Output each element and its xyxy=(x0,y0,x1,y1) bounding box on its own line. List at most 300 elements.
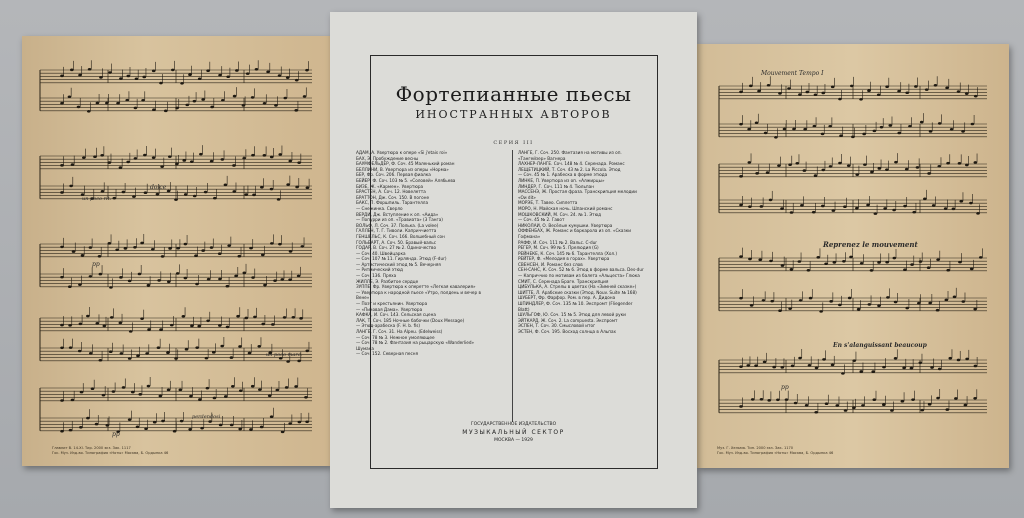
music-note xyxy=(89,246,93,249)
catalog-entry: — Снежинка. Сверло xyxy=(356,205,403,211)
catalog-entry: НИКОЛАИ, О. Весёлые кумушки. Увертюра xyxy=(518,222,613,228)
catalog-entry: ЛАНГЕ, Г. Соч. 31. На Alpeu. (Edelweiss) xyxy=(356,329,443,334)
music-note xyxy=(205,357,209,360)
music-note xyxy=(871,370,875,373)
music-note xyxy=(129,330,133,333)
music-note xyxy=(281,278,285,281)
music-note xyxy=(877,93,881,96)
music-note xyxy=(905,168,909,171)
footer-line: Гос. Муз. Изд-во. Типография «Ноты» Москва, Б. Ордынка 46 xyxy=(717,450,834,455)
music-note xyxy=(754,364,758,367)
music-note xyxy=(849,256,853,259)
music-note xyxy=(777,164,781,167)
music-note xyxy=(238,255,242,258)
catalog-entry: ГАЛЛЕН, Т. Г. Тиволи. Каприччиетта xyxy=(356,228,437,234)
music-note xyxy=(877,304,881,307)
music-note xyxy=(776,399,780,402)
music-note xyxy=(226,75,230,78)
catalog-entry: — Соч. 45 № 2. Гавот xyxy=(518,217,565,223)
music-note xyxy=(882,366,886,369)
music-note xyxy=(239,389,243,392)
music-note xyxy=(273,279,277,282)
catalog-entry: — «Пиковая Дама». Увертюра xyxy=(356,306,423,312)
music-note xyxy=(244,193,248,196)
music-note xyxy=(848,297,852,300)
music-note xyxy=(116,102,120,105)
music-note xyxy=(839,134,843,137)
music-note xyxy=(792,128,796,131)
music-note xyxy=(198,77,202,80)
music-note xyxy=(238,345,242,348)
music-note xyxy=(96,102,100,105)
music-note xyxy=(207,278,211,281)
music-note xyxy=(182,315,186,318)
music-note xyxy=(283,316,287,319)
music-note xyxy=(873,130,877,133)
music-note xyxy=(862,133,866,136)
music-note xyxy=(185,104,189,107)
music-note xyxy=(119,322,123,325)
music-note xyxy=(803,128,807,131)
catalog-entry: ГОЛЬБАРТ, А. Соч. 50. Бравый-вальс xyxy=(356,239,437,245)
music-note xyxy=(838,162,842,165)
music-note xyxy=(778,309,782,312)
music-note xyxy=(798,260,802,263)
music-note xyxy=(961,130,965,133)
music-note xyxy=(68,285,72,288)
catalog-entry: РЕЙТЕР, Ф. «Мелодия в горах». Увертюра xyxy=(518,256,610,262)
music-note xyxy=(294,385,298,388)
catalog-entry: ОФФЕНБАХ, Ж. Романс и баркарола из оп. «Сказки Гофмана» xyxy=(518,228,631,239)
music-note xyxy=(190,325,194,328)
music-note xyxy=(176,247,180,250)
music-note xyxy=(78,283,82,286)
music-note xyxy=(751,398,755,401)
music-note xyxy=(965,92,969,95)
catalog-entry: — Соч. 107 № 11. Гирлянда. Этюд (F-dur) xyxy=(356,256,447,262)
music-note xyxy=(198,398,202,401)
music-note xyxy=(60,75,64,78)
music-note xyxy=(855,173,859,176)
music-note xyxy=(964,404,968,407)
music-note xyxy=(749,85,753,88)
publisher-name: ГОСУДАРСТВЕННОЕ ИЗДАТЕЛЬСТВО xyxy=(470,422,557,427)
music-note xyxy=(930,366,934,369)
music-note xyxy=(218,278,222,281)
catalog-entry: КАФКА, И. Соч. 143. Сельская сцена xyxy=(356,312,436,318)
music-note xyxy=(270,242,274,245)
music-note xyxy=(894,357,898,360)
music-note xyxy=(902,367,906,370)
music-note xyxy=(260,426,264,429)
music-note xyxy=(769,199,773,202)
music-note xyxy=(882,403,886,406)
catalog-entry: ШУБЕРТ, Фр. Фарфор. Ром. в пер. А. Дидона xyxy=(518,295,616,301)
music-note xyxy=(772,366,776,369)
music-note xyxy=(195,346,199,349)
music-note xyxy=(278,243,282,246)
music-note xyxy=(748,205,752,208)
music-note xyxy=(233,95,237,98)
music-note xyxy=(210,246,214,249)
music-note xyxy=(974,161,978,164)
music-note xyxy=(199,153,203,156)
music-note xyxy=(304,396,308,399)
music-note xyxy=(814,93,818,96)
catalog-entry: — Каприччио по мотивам из балета «Альцеста» Глюка xyxy=(518,273,640,279)
music-note xyxy=(78,350,82,353)
music-note xyxy=(286,360,290,363)
catalog-entry: БАУМФЕЛЬДЕР, Ф. Соч. 45 Маленький роман xyxy=(356,161,455,167)
music-note xyxy=(739,175,743,178)
music-note xyxy=(206,387,210,390)
music-note xyxy=(234,275,238,278)
catalog-entry: БАХ, Э. Пробуждение весны xyxy=(356,155,419,161)
music-note xyxy=(193,195,197,198)
music-note xyxy=(60,430,64,433)
footer-line: Муз. Г. Хельма. Тип. 2000 экз. Зак. 1170 xyxy=(717,446,794,450)
music-note xyxy=(101,190,105,193)
music-note xyxy=(795,162,799,165)
music-note xyxy=(180,420,184,423)
music-note xyxy=(780,207,784,210)
music-note xyxy=(119,166,123,169)
music-note xyxy=(218,74,222,77)
music-note xyxy=(809,297,813,300)
music-note xyxy=(60,102,64,105)
music-note xyxy=(286,76,290,79)
music-note xyxy=(251,385,255,388)
page-subtitle: ИНОСТРАННЫХ АВТОРОВ xyxy=(415,108,612,121)
music-note xyxy=(70,69,74,72)
music-note xyxy=(252,194,256,197)
music-note xyxy=(842,260,846,263)
music-note xyxy=(136,425,140,428)
music-note xyxy=(182,159,186,162)
music-note xyxy=(68,95,72,98)
music-note xyxy=(136,355,140,358)
music-note xyxy=(957,359,961,362)
music-note xyxy=(206,69,210,72)
music-note xyxy=(132,195,136,198)
catalog-entry: — Увертюра к народной пьесе «Утро, полдень и вечер в Вене» xyxy=(356,289,481,301)
page-footer xyxy=(52,446,168,455)
music-note xyxy=(260,186,264,189)
music-note xyxy=(231,385,235,388)
music-note xyxy=(805,91,809,94)
music-note xyxy=(780,366,784,369)
music-note xyxy=(251,154,255,157)
music-note xyxy=(190,160,194,163)
music-note xyxy=(60,276,64,279)
music-note xyxy=(932,204,936,207)
music-note xyxy=(221,99,225,102)
music-note xyxy=(60,191,64,194)
music-note xyxy=(60,324,64,327)
music-note xyxy=(934,84,938,87)
music-note xyxy=(175,163,179,166)
music-note xyxy=(128,418,132,421)
music-note xyxy=(69,185,73,188)
music-note xyxy=(965,358,969,361)
music-note xyxy=(901,400,905,403)
catalog-entry: МОРЭЕ, Т. Тавео. Сиплетта xyxy=(518,200,578,206)
music-note xyxy=(188,428,192,431)
music-note xyxy=(739,123,743,126)
music-note xyxy=(128,280,132,283)
catalog-entry: МОРО, Н. Майская ночь. Шпанский романс xyxy=(518,205,613,211)
catalog-entry: БЕЛЛИНИ, В. Увертюра из оперы «Норма» xyxy=(356,166,449,172)
music-note xyxy=(268,394,272,397)
music-note xyxy=(866,204,870,207)
catalog-entry: — Попурри из оп. «Травиата» (3 Танга) xyxy=(356,217,443,223)
music-note xyxy=(206,319,210,322)
music-note xyxy=(152,156,156,159)
music-note xyxy=(218,252,222,255)
music-note xyxy=(821,205,825,208)
music-note xyxy=(297,275,301,278)
music-note xyxy=(87,110,91,113)
music-note xyxy=(257,345,261,348)
dynamic-marking: pp xyxy=(112,431,120,438)
catalog-entry: ВЕРДИ, Дж. Вступление к оп. «Аида» xyxy=(356,211,439,217)
music-note xyxy=(794,402,798,405)
catalog-column-right xyxy=(518,150,644,335)
column-divider xyxy=(512,150,513,422)
tempo-marking: un poco rit. xyxy=(82,196,112,202)
music-note xyxy=(295,186,299,189)
music-note xyxy=(120,352,124,355)
music-note xyxy=(297,360,301,363)
music-note xyxy=(166,351,170,354)
music-note xyxy=(929,130,933,133)
music-note xyxy=(153,421,157,424)
music-note xyxy=(285,386,289,389)
music-note xyxy=(176,272,180,275)
music-note xyxy=(230,356,234,359)
catalog-entry: СЕН-САНС, К. Соч. 52 № 6. Этюд в форме вальса. Des-dur xyxy=(518,267,644,273)
music-note xyxy=(957,90,961,93)
catalog-entry: ЭЙТКАРД, Ж. Соч. 2. La compuesta. Экспромт xyxy=(518,317,618,323)
music-note xyxy=(927,266,931,269)
music-note xyxy=(152,108,156,111)
music-note xyxy=(251,96,255,99)
music-note xyxy=(767,84,771,87)
catalog-entry: ВОЛЬФ, Л. Соч. 37. Полька. (La volee) xyxy=(356,222,439,228)
music-note xyxy=(167,280,171,283)
music-note xyxy=(72,250,76,253)
music-note xyxy=(93,155,97,158)
catalog-entry: ГЕНШЕЛЬС, К. Соч. 166. Волшебный сон xyxy=(356,233,445,239)
music-note xyxy=(167,190,171,193)
music-note xyxy=(236,315,240,318)
music-note xyxy=(255,68,259,71)
music-note xyxy=(807,269,811,272)
music-note xyxy=(821,92,825,95)
music-note xyxy=(103,325,107,328)
music-note xyxy=(739,405,743,408)
music-note xyxy=(235,69,239,72)
music-note xyxy=(258,388,262,391)
music-note xyxy=(77,106,81,109)
music-note xyxy=(60,164,64,167)
music-note xyxy=(822,358,826,361)
music-note xyxy=(945,408,949,411)
catalog-entry: — Артистический этюд № 5. Вечерняя xyxy=(356,261,441,267)
music-note xyxy=(113,197,117,200)
music-note xyxy=(785,398,789,401)
music-note xyxy=(157,279,161,282)
music-note xyxy=(970,268,974,271)
music-note xyxy=(232,164,236,167)
music-note xyxy=(788,307,792,310)
music-note xyxy=(134,107,138,110)
music-note xyxy=(86,417,90,420)
music-note xyxy=(86,315,90,318)
music-note xyxy=(938,122,942,125)
music-note xyxy=(799,299,803,302)
music-note xyxy=(813,125,817,128)
music-note xyxy=(920,121,924,124)
music-note xyxy=(194,254,198,257)
music-note xyxy=(210,106,214,109)
music-note xyxy=(859,370,863,373)
music-note xyxy=(78,74,82,77)
music-note xyxy=(760,205,764,208)
music-note xyxy=(221,158,225,161)
music-note xyxy=(159,328,163,331)
music-note xyxy=(69,346,73,349)
music-note xyxy=(277,198,281,201)
music-note xyxy=(141,99,145,102)
music-note xyxy=(142,76,146,79)
music-note xyxy=(226,326,230,329)
music-note xyxy=(959,200,963,203)
music-note xyxy=(167,389,171,392)
music-note xyxy=(764,132,768,135)
music-note xyxy=(99,76,103,79)
music-note xyxy=(923,198,927,201)
music-note xyxy=(253,316,257,319)
music-note xyxy=(781,264,785,267)
catalog-entry: ЦИБУЛЬКА, А. Стрелы в цветах (На «Зимней сказке») xyxy=(518,284,637,290)
footer-line: Гос. Муз. Изд-во. Типография «Ноты» Москва, Б. Ордынка 46 xyxy=(52,450,169,455)
music-note xyxy=(739,255,743,258)
music-note xyxy=(808,364,812,367)
dynamic-marking: pp xyxy=(92,261,100,268)
music-note xyxy=(819,310,823,313)
music-note xyxy=(973,308,977,311)
music-note xyxy=(803,169,807,172)
catalog-entry: СМИТ, С. Серенада Браге. Транскрипция xyxy=(518,278,609,284)
music-note xyxy=(936,258,940,261)
music-note xyxy=(916,166,920,169)
music-note xyxy=(283,97,287,100)
music-note xyxy=(232,190,236,193)
catalog-entry: БАКС, П. Форшпиль. Тарантелла xyxy=(356,200,429,206)
music-note xyxy=(958,162,962,165)
music-note xyxy=(774,136,778,139)
music-note xyxy=(271,323,275,326)
music-note xyxy=(119,276,123,279)
music-note xyxy=(140,317,144,320)
music-note xyxy=(159,82,163,85)
music-note xyxy=(288,422,292,425)
music-note xyxy=(147,328,151,331)
music-note xyxy=(861,404,865,407)
music-note xyxy=(133,246,137,249)
music-note xyxy=(841,372,845,375)
music-note xyxy=(979,256,983,259)
catalog-entry: ЛИНКЕ, П. Увертюра из оп. «Алжирцы» xyxy=(518,177,605,183)
music-note xyxy=(71,163,75,166)
music-note xyxy=(161,255,165,258)
tempo-marking: En s'alanguissant beaucoup xyxy=(833,342,927,349)
music-note xyxy=(201,249,205,252)
music-note xyxy=(894,301,898,304)
tempo-marking: Mouvement Tempo I xyxy=(761,70,824,77)
music-note xyxy=(952,208,956,211)
catalog-entry: СВЕНСЕН, И. Романс без слов xyxy=(518,261,583,267)
music-note xyxy=(814,411,818,414)
catalog-entry: — Соч. 45 № 1. Арабеска в форме этюда xyxy=(518,172,608,178)
catalog-entry: РЕЙНЕКЕ, К. Соч. 145 № 6. Тарантелла (Хол.) xyxy=(518,250,618,256)
music-note xyxy=(160,165,164,168)
music-note xyxy=(814,174,818,177)
music-note xyxy=(261,323,265,326)
left-sheet-music-page xyxy=(22,36,330,466)
music-note xyxy=(976,212,980,215)
music-note xyxy=(184,193,188,196)
music-note xyxy=(112,390,116,393)
music-note xyxy=(937,165,941,168)
music-note xyxy=(278,74,282,77)
music-note xyxy=(249,247,253,250)
music-note xyxy=(894,161,898,164)
music-note xyxy=(124,247,128,250)
footer-line: Главлит В. 14.XI. Тир. 2000 экз. Зак. 1117 xyxy=(52,446,131,450)
music-note xyxy=(299,317,303,320)
music-note xyxy=(185,348,189,351)
music-note xyxy=(748,161,752,164)
music-note xyxy=(938,368,942,371)
music-note xyxy=(226,285,230,288)
catalog-entry: БЕЙЕР, Ф. Соч. 103 № 5. «Соловей» Алябьева xyxy=(356,177,456,183)
music-note xyxy=(892,209,896,212)
music-note xyxy=(79,426,83,429)
music-note xyxy=(69,429,73,432)
tempo-marking: un poco marc. xyxy=(266,352,303,358)
music-note xyxy=(936,397,940,400)
catalog-entry: ЖИЛЛЕ, Э. Разбитое сердце xyxy=(356,278,419,284)
catalog-entry: — Соч. 136. Пряха xyxy=(356,273,397,279)
music-note xyxy=(874,212,878,215)
catalog-entry: — Ритмический этюд xyxy=(356,267,403,273)
music-note xyxy=(270,156,274,159)
music-note xyxy=(305,69,309,72)
music-note xyxy=(138,273,142,276)
music-note xyxy=(833,261,837,264)
music-note xyxy=(115,248,119,251)
music-note xyxy=(147,284,151,287)
music-note xyxy=(159,395,163,398)
music-note xyxy=(831,86,835,89)
music-note xyxy=(246,72,250,75)
music-note xyxy=(763,361,767,364)
music-note xyxy=(868,303,872,306)
dynamic-marking: dolce xyxy=(150,184,167,191)
music-note xyxy=(230,424,234,427)
